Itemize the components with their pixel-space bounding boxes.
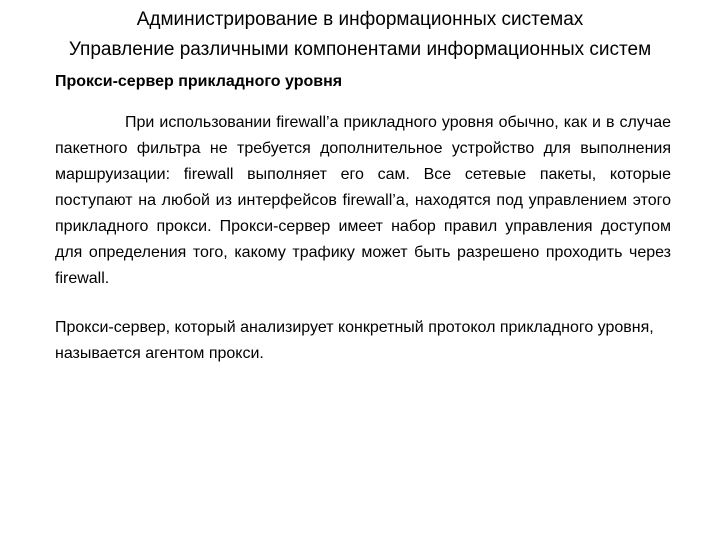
section-title: Прокси-сервер прикладного уровня <box>55 73 343 90</box>
header-course-title: Администрирование в информационных системах <box>136 9 584 30</box>
header-topic-title: Управление различными компонентами информационных систем <box>68 39 652 60</box>
body-paragraph-2: Прокси-сервер, который анализирует конкретный протокол прикладного уровня, называется агентом прокси. <box>55 319 654 362</box>
body-paragraph-1: При использовании firewall’a прикладного уровня обычно, как и в случае пакетного фильтра не требуется дополнительное устройство для выполнения маршруизации: firewall выполняет его сам. Все сетевые пакеты, которые поступают на любой из интерфейсов firewall’a, находятся под управлением этого прикладного прокси. Прокси-сервер имеет набор правил управления доступом для определения того, какому трафику может быть разрешено проходить через firewall. <box>55 114 671 287</box>
